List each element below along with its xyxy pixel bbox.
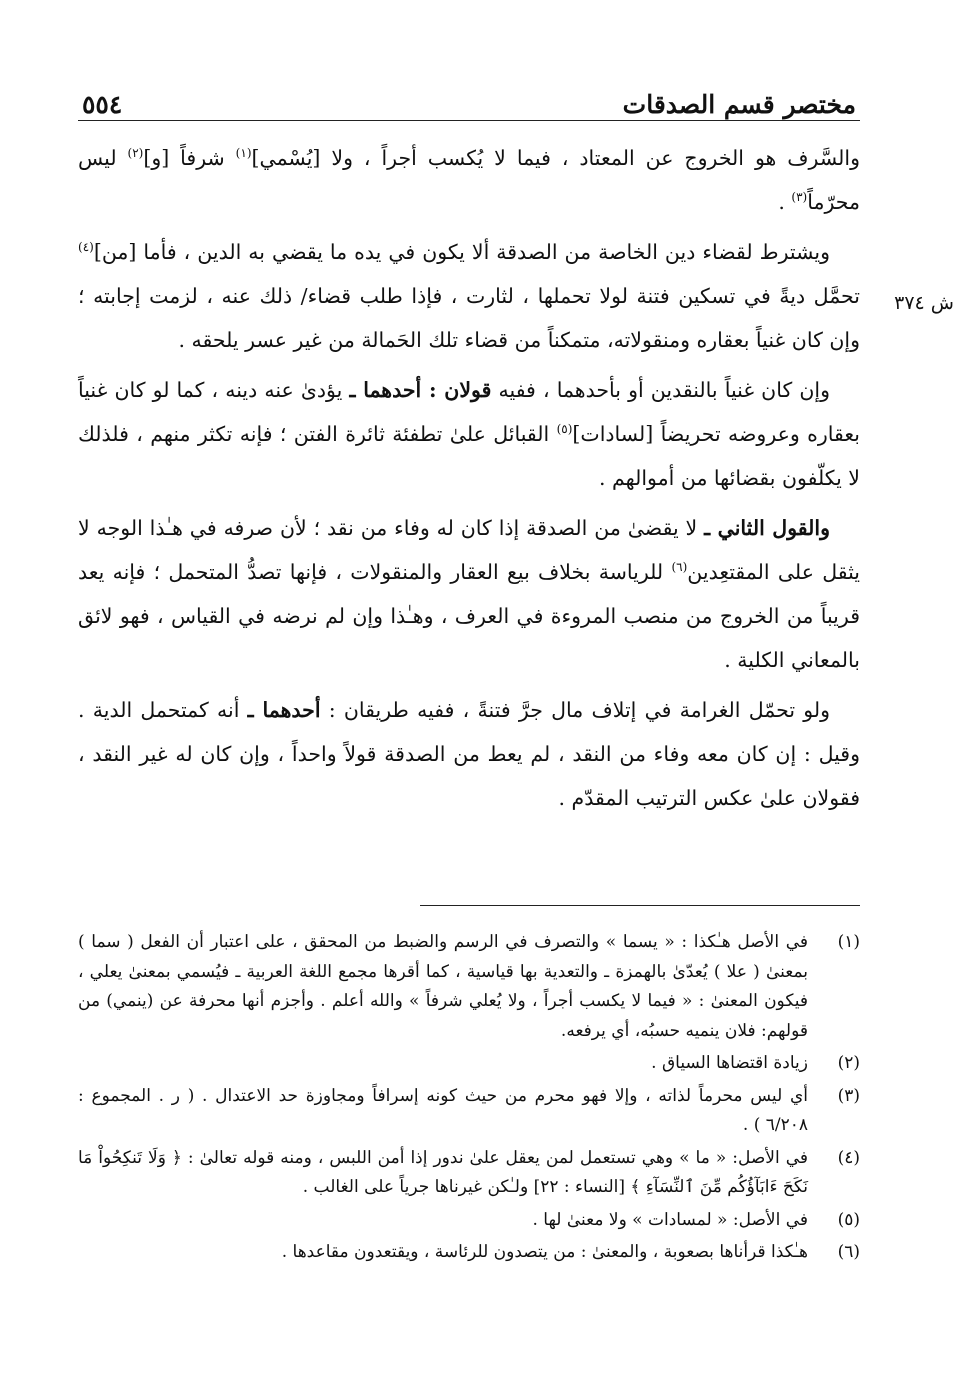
bold-term: قولان : أحدهما ـ (349, 378, 492, 402)
text-run: لا يقضىٰ من الصدقة إذا كان له وفاء من نقد ؛ لأن صرفه في هـٰذا الوجه لا يثقل على المقتعِدين (78, 516, 860, 584)
footnote-number: (٥) (837, 1209, 860, 1230)
text-run: للرياسة بخلاف بيع العقار والمنقولات ، فإنها تصدُّ المتحمل ؛ فإنه يعد قريباً من الخروج من منصب المروءة في العرف ، وهـٰذا وإن لم نرضه في القياس ، فهو لائق بالمعاني الكلية . (78, 560, 860, 672)
text-run: أنه كمتحمل الدية . وقيل : إن كان معه وفاء من النقد ، لم يعط من الصدقة قولاً واحداً ، وإن كان له غير النقد ، فقولان علىٰ عكس الترتيب المقدّم . (78, 698, 860, 810)
margin-folio-note: ش ٣٧٤ (894, 292, 954, 314)
footnote-6 (78, 1238, 860, 1268)
text-run: القبائل علىٰ تطفئة ثائرة الفتن ؛ فإنه تكثر منهم ، فلذلك لا يكلّفون بقضائها من أموالهم . (78, 422, 860, 490)
footnote-text: في الأصل: « ما » وهي تستعمل لمن يعقل علىٰ ندور إذا أمن اللبس ، ومنه قوله تعالىٰ : ﴿ وَلَا تَنكِحُواْ مَا نَكَحَ ءَابَآؤُكُم مِّنَ ٱلنِّسَآءِ ﴾ [النساء : ٢٢] ولـٰكن غيرناها جرياً على الغالب . (78, 1147, 808, 1197)
footnote-text: في الأصل هـٰكذا : « يسما » والتصرف في الرسم والضبط من المحقق ، على اعتبار أن الفعل ( سما ) بمعنىٰ ( علا ) يُعدّىٰ بالهمزة ـ والتعدية بها قياسية ، كما أقرها مجمع اللغة العربية ـ فيُسمي بمعنىٰ يعلي ، فيكون المعنىٰ : « فيما لا يكسب أجراً ، ولا يُعلي شرفاً » والله أعلم . وأجزم أنها محرفة عن (ينمي) من قولهم: فلان ينميه حسبُه، أي يرفعه. (78, 932, 808, 1041)
footnote-ref: (٤) (78, 240, 94, 255)
paragraph-3 (78, 368, 860, 500)
footnote-ref: (٦) (671, 560, 688, 575)
footnote-ref: (٣) (791, 190, 808, 205)
footnotes (78, 928, 860, 1271)
footnote-number: (٣) (837, 1085, 860, 1106)
footnote-text: هـٰكذا قرأناها بصعوبة ، والمعنىٰ : من يتصدون للرئاسة ، ويقتعدون مقاعدها . (281, 1242, 808, 1262)
footnote-number: (٢) (837, 1053, 860, 1073)
footnote-ref: (٥) (556, 422, 573, 437)
footnote-3 (78, 1082, 860, 1141)
page-header (78, 86, 860, 121)
footnote-text: زيادة اقتضاها السياق . (651, 1053, 808, 1073)
footnote-text: في الأصل: « لمسادات » ولا معنىٰ لها . (532, 1209, 808, 1230)
footnote-1 (78, 928, 860, 1046)
text-run: ولو تحمّل الغرامة في إتلاف مال جرَّ فتنةً ، ففيه طريقان : (320, 698, 830, 722)
text-run: شرفاً [و] (143, 146, 236, 170)
bold-term: أحدهما ـ (247, 698, 321, 722)
text-run: . (778, 190, 792, 214)
footnote-number: (٤) (837, 1147, 860, 1168)
text-run: ليس محرّماً (78, 146, 860, 214)
page-number: ٥٥٤ (78, 90, 122, 120)
text-run: تحمَّل ديةً في تسكين فتنة لولا تحملها ، لثارت ، فإذا طلب قضاء/ ذلك عنه ، لزمت إجابته ؛ وإن كان غنياً بعقاره ومنقولاته، متمكناً من قضاء تلك الحَمالة من غير عسر يلحقه . (78, 284, 860, 352)
footnote-number: (١) (837, 932, 860, 952)
footnote-text: أي ليس محرماً لذاته ، وإلا فهو محرم من حيث كونه إسرافاً ومجاوزة حد الاعتدال . ( ر . المجموع : ٦/٢٠٨ ) . (78, 1085, 808, 1135)
running-title: مختصر قسم الصدقات (623, 90, 860, 120)
paragraph-5 (78, 688, 860, 820)
paragraph-4 (78, 506, 860, 682)
footnote-4 (78, 1144, 860, 1203)
paragraph-2 (78, 230, 860, 362)
footnote-divider (420, 905, 860, 906)
footnote-ref: (٢) (127, 146, 144, 161)
footnote-number: (٦) (837, 1242, 860, 1262)
paragraph-1 (78, 136, 860, 224)
main-text (78, 136, 860, 826)
footnote-5 (78, 1206, 860, 1236)
text-run: ويشترط لقضاء دين الخاصة من الصدقة ألا يكون في يده ما يقضي به الدين ، فأما [من] (93, 240, 830, 264)
text-run: يؤدىٰ عنه دينه ، كما لو كان غنياً بعقاره وعروضه تحريضاً [لسادات] (78, 378, 860, 446)
bold-term: والقول الثاني ـ (704, 516, 830, 540)
footnote-ref: (١) (235, 146, 252, 161)
footnote-2 (78, 1049, 860, 1079)
text-run: والسَّرف هو الخروج عن المعتاد ، فيما لا يُكسب أجراً ، ولا [يُسْمي] (251, 146, 860, 170)
text-run: وإن كان غنياً بالنقدين أو بأحدهما ، ففيه (491, 378, 830, 402)
